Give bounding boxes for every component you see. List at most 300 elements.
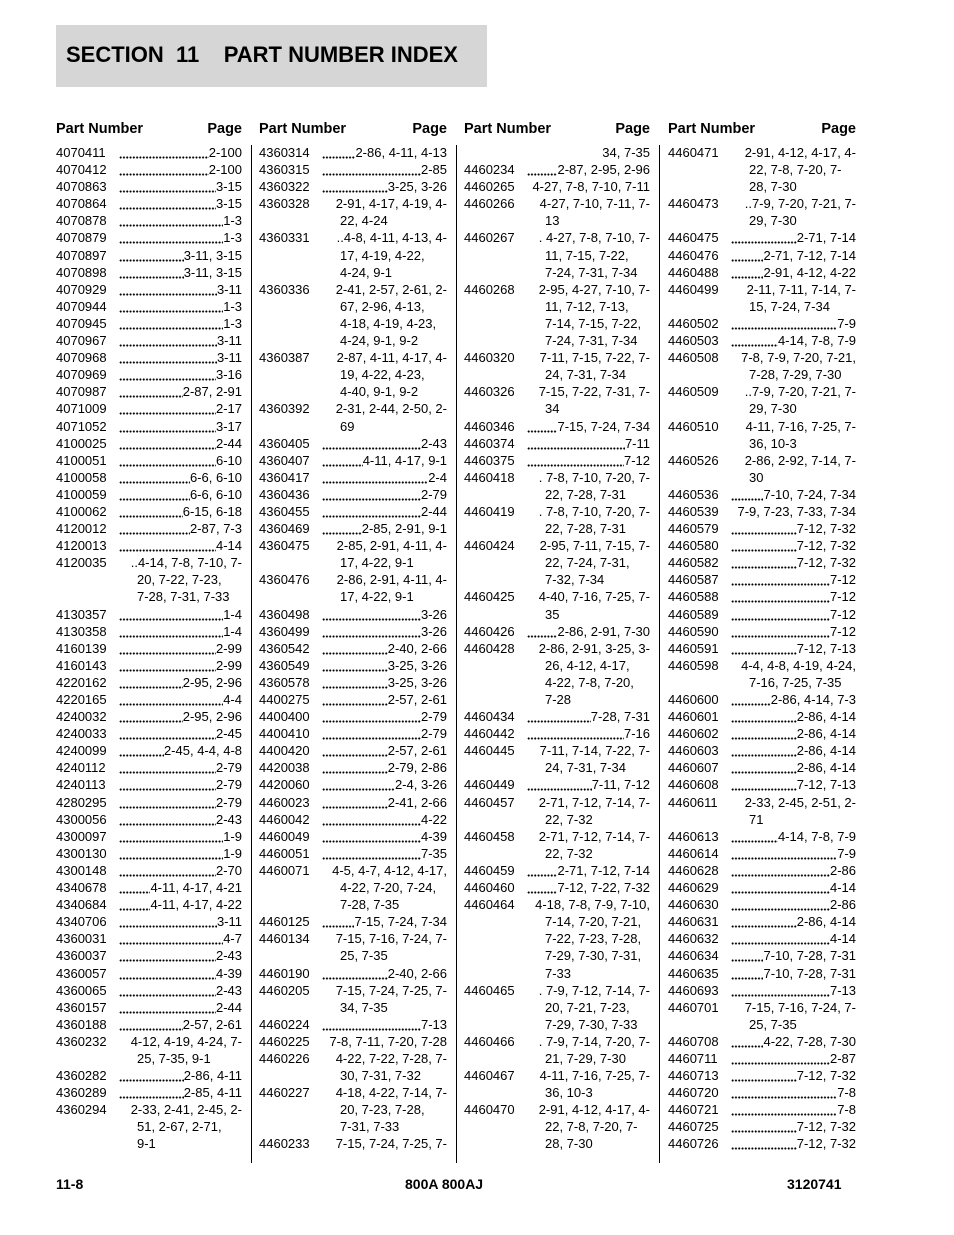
part-number: 4360031 xyxy=(56,931,107,947)
page-refs: 7-13 xyxy=(420,1016,447,1032)
page-refs-leader xyxy=(731,862,856,879)
part-number: 4360188 xyxy=(56,1016,107,1032)
part-number: 4460598 xyxy=(668,657,719,673)
page-refs: 30 xyxy=(749,469,764,485)
page-refs: 2-95, 2-96 xyxy=(182,674,242,690)
part-number: 4130358 xyxy=(56,623,107,639)
part-number: 4070898 xyxy=(56,264,107,280)
index-entry xyxy=(668,1118,856,1135)
index-entry xyxy=(259,640,447,657)
page-refs: 9-1 xyxy=(137,1136,156,1152)
index-entry xyxy=(464,418,650,435)
index-column-4 xyxy=(668,119,856,1153)
part-number: 4460607 xyxy=(668,760,719,776)
page-refs-leader xyxy=(322,742,447,759)
page-refs: 2-79 xyxy=(215,777,242,793)
index-entry-continuation xyxy=(259,264,447,281)
page-refs: 2-71, 7-12, 7-14, 7- xyxy=(538,794,650,810)
part-number xyxy=(668,400,731,417)
index-entry xyxy=(464,742,650,759)
part-number xyxy=(464,1050,527,1067)
page-refs: 7-12, 7-13 xyxy=(796,777,856,793)
index-entry xyxy=(668,1050,856,1067)
page-refs: 3-11 xyxy=(216,914,242,930)
page-refs: 2-87, 2-95, 2-96 xyxy=(557,162,650,178)
index-entry xyxy=(259,520,447,537)
page-refs: 4-14, 7-8, 7-9 xyxy=(777,828,856,844)
page-refs: 7-15, 7-24, 7-34 xyxy=(354,914,447,930)
index-entry xyxy=(668,896,856,913)
index-entry xyxy=(56,965,242,982)
index-entry-continuation xyxy=(259,554,447,571)
page-refs-leader xyxy=(119,811,242,828)
part-number: 4460419 xyxy=(464,503,515,519)
index-entry xyxy=(668,691,856,708)
index-entry xyxy=(464,195,650,212)
page-refs-leader xyxy=(731,776,856,793)
index-entry-continuation xyxy=(259,298,447,315)
part-number: 4460346 xyxy=(464,418,515,434)
part-number: 4120035 xyxy=(56,555,107,571)
index-entry-continuation xyxy=(259,1118,447,1135)
index-entry xyxy=(464,1101,650,1118)
index-entry xyxy=(56,212,242,229)
page-refs: 4-18, 7-8, 7-9, 7-10, xyxy=(535,897,650,913)
page-refs: ..4-14, 7-8, 7-10, 7- xyxy=(130,555,242,571)
page-refs: . 7-9, 7-12, 7-14, 7- xyxy=(538,982,650,998)
part-number: 4460266 xyxy=(464,196,515,212)
page-refs: 2-87, 4-11, 4-17, 4- xyxy=(336,350,447,366)
page-refs-leader xyxy=(119,742,242,759)
part-number: 4460457 xyxy=(464,794,515,810)
part-number xyxy=(259,332,322,349)
page-refs-leader xyxy=(119,435,242,452)
page-refs: 22, 7-24, 7-31, xyxy=(545,555,630,571)
index-entry xyxy=(668,486,856,503)
part-number xyxy=(464,1084,527,1101)
page-refs: 3-25, 3-26 xyxy=(387,674,447,690)
part-number: 4400420 xyxy=(259,743,310,759)
page-refs: 7-12, 7-32 xyxy=(796,521,856,537)
part-number xyxy=(464,264,527,281)
page-refs-leader xyxy=(731,520,856,537)
index-entry xyxy=(259,349,447,366)
part-number: 4070878 xyxy=(56,213,107,229)
page-refs-leader xyxy=(731,1118,856,1135)
page-refs-leader xyxy=(119,298,242,315)
page-refs: 51, 2-67, 2-71, xyxy=(137,1119,222,1135)
index-entry-continuation xyxy=(464,999,650,1016)
page-refs-leader xyxy=(731,537,856,554)
page-refs-leader xyxy=(119,247,242,264)
part-number: 4360037 xyxy=(56,948,107,964)
page-refs-leader xyxy=(322,640,447,657)
page-refs-leader xyxy=(322,759,447,776)
page-refs-leader xyxy=(119,195,242,212)
page-refs-leader xyxy=(322,845,447,862)
page-refs: 7-15, 7-16, 7-24, 7- xyxy=(744,999,856,1015)
index-entry xyxy=(668,537,856,554)
index-entry-continuation xyxy=(259,879,447,896)
page-refs-leader xyxy=(322,469,447,486)
index-entry xyxy=(259,144,447,161)
page-refs: 4-22 xyxy=(420,811,447,827)
part-number: 4400400 xyxy=(259,709,310,725)
part-number: 4460267 xyxy=(464,230,515,246)
page-refs: 2-85, 2-91, 4-11, 4- xyxy=(336,538,447,554)
page-refs-leader xyxy=(731,947,856,964)
index-entry xyxy=(668,913,856,930)
index-entry xyxy=(56,794,242,811)
page-refs: 7-15, 7-22, 7-31, 7- xyxy=(538,384,650,400)
index-entry xyxy=(464,1067,650,1084)
index-entry xyxy=(464,452,650,469)
page-refs: 4-11, 4-17, 4-21 xyxy=(150,880,242,896)
part-number xyxy=(259,588,322,605)
page-refs: 7-14, 7-20, 7-21, xyxy=(545,914,642,930)
index-entry xyxy=(56,1084,242,1101)
page-refs: 2-86, 4-11 xyxy=(183,1068,242,1084)
page-refs: 67, 2-96, 4-13, xyxy=(340,298,425,314)
part-number: 4460601 xyxy=(668,709,719,725)
page-refs-leader xyxy=(322,674,447,691)
index-entry-continuation xyxy=(464,691,650,708)
index-entry xyxy=(259,674,447,691)
part-number: 4460526 xyxy=(668,452,719,468)
index-entry xyxy=(464,383,650,400)
page-refs: ..7-9, 7-20, 7-21, 7- xyxy=(744,196,856,212)
part-number xyxy=(464,332,527,349)
index-entry xyxy=(259,469,447,486)
page-refs: 7-10, 7-28, 7-31 xyxy=(763,948,856,964)
page-refs-leader xyxy=(731,1067,856,1084)
page-refs-leader xyxy=(527,862,650,879)
part-number xyxy=(464,366,527,383)
index-entry xyxy=(56,554,242,571)
page-refs: 2-99 xyxy=(215,657,242,673)
page-refs: 7-16 xyxy=(623,726,650,742)
page-refs-leader xyxy=(731,828,856,845)
part-number: 4460591 xyxy=(668,640,719,656)
page-refs-leader xyxy=(119,965,242,982)
page-refs: 7-11, 7-12 xyxy=(591,777,650,793)
page-refs: 4-14, 7-8, 7-9 xyxy=(777,333,856,349)
index-entry xyxy=(668,982,856,999)
page-refs-leader xyxy=(322,725,447,742)
index-entry xyxy=(56,469,242,486)
page-refs: 2-71, 7-14 xyxy=(796,230,856,246)
page-refs: 7-12, 7-32 xyxy=(796,538,856,554)
part-number: 4460445 xyxy=(464,743,515,759)
index-entry xyxy=(668,554,856,571)
part-number xyxy=(259,1118,322,1135)
part-number: 4460442 xyxy=(464,726,515,742)
index-entry xyxy=(464,144,650,161)
page-refs-leader xyxy=(731,708,856,725)
index-entry xyxy=(464,776,650,793)
page-refs: 2-100 xyxy=(208,162,242,178)
part-number: 4070929 xyxy=(56,281,107,297)
index-entry-continuation xyxy=(668,212,856,229)
page-refs: 3-11, 3-15 xyxy=(183,247,242,263)
part-number xyxy=(259,999,322,1016)
page-refs-leader xyxy=(119,845,242,862)
index-entry xyxy=(464,537,650,554)
index-entry-continuation xyxy=(464,606,650,623)
page-refs-leader xyxy=(119,708,242,725)
index-entry xyxy=(56,144,242,161)
page-refs-leader xyxy=(119,862,242,879)
index-entry xyxy=(259,794,447,811)
part-number: 4240113 xyxy=(56,777,106,793)
page-refs: 2-86, 4-14, 7-3 xyxy=(770,692,856,707)
part-number: 4460467 xyxy=(464,1068,515,1084)
part-number xyxy=(464,144,527,161)
page-refs: 2-33, 2-41, 2-45, 2- xyxy=(130,1102,242,1118)
page-refs: 2-45, 4-4, 4-8 xyxy=(163,743,242,759)
index-entry xyxy=(668,349,856,366)
page-refs: 7-9 xyxy=(837,315,856,331)
part-number: 4360322 xyxy=(259,179,310,195)
index-column-2 xyxy=(259,119,447,1153)
page-refs-leader xyxy=(731,913,856,930)
page-refs-leader xyxy=(731,229,856,246)
index-entry xyxy=(56,332,242,349)
index-entry xyxy=(464,640,650,657)
page-refs: 2-95, 2-96 xyxy=(182,709,242,725)
index-entry xyxy=(259,400,447,417)
page-refs: 2-86, 4-11, 4-13 xyxy=(355,145,447,160)
index-entry-continuation xyxy=(259,212,447,229)
page-refs: 2-45 xyxy=(215,726,242,742)
part-number xyxy=(464,571,527,588)
index-entry xyxy=(668,657,856,674)
page-refs-leader xyxy=(731,845,856,862)
part-number xyxy=(464,999,527,1016)
index-entry-continuation xyxy=(668,161,856,178)
page-refs-leader xyxy=(119,725,242,742)
index-entry xyxy=(464,879,650,896)
index-entry xyxy=(668,640,856,657)
index-entry xyxy=(56,418,242,435)
page-refs: 3-11, 3-15 xyxy=(183,264,242,280)
header-page: Page xyxy=(207,121,242,137)
footer-doc-number: 3120741 xyxy=(787,1176,842,1192)
page-refs-leader xyxy=(119,828,242,845)
part-number: 4360417 xyxy=(259,469,310,485)
page-refs: 2-87 xyxy=(829,1050,856,1066)
page-refs: 22, 7-8, 7-20, 7- xyxy=(749,162,842,178)
index-entry xyxy=(668,247,856,264)
column-header xyxy=(464,119,650,144)
part-number xyxy=(464,298,527,315)
part-number xyxy=(464,606,527,623)
page-refs: 19, 4-22, 4-23, xyxy=(340,367,425,383)
index-entry xyxy=(668,776,856,793)
page-refs: 2-40, 2-66 xyxy=(387,965,447,981)
part-number xyxy=(668,366,731,383)
page-refs: 7-15, 7-24, 7-25, 7- xyxy=(335,982,447,998)
page-refs: 7-8, 7-9, 7-20, 7-21, xyxy=(741,350,856,366)
page-refs-leader xyxy=(119,913,242,930)
part-number: 4360336 xyxy=(259,281,310,297)
part-number: 4360387 xyxy=(259,350,310,366)
part-number: 4360499 xyxy=(259,623,310,639)
page-refs-leader xyxy=(731,588,856,605)
page-refs: 34, 7-35 xyxy=(340,999,388,1015)
index-entry-continuation xyxy=(464,965,650,982)
page-refs-leader xyxy=(731,742,856,759)
page-refs: 2-91, 4-17, 4-19, 4- xyxy=(335,196,447,212)
part-number: 4460720 xyxy=(668,1085,719,1101)
page-refs: 30, 7-31, 7-32 xyxy=(340,1068,421,1084)
index-entry-continuation xyxy=(464,247,650,264)
page-refs: 2-79 xyxy=(215,760,242,776)
page-refs: 34, 7-35 xyxy=(602,145,650,160)
part-number: 4460499 xyxy=(668,281,719,297)
part-number xyxy=(464,1135,527,1152)
page-refs: 4-22, 7-8, 7-20, xyxy=(545,674,634,690)
index-entry xyxy=(668,144,856,161)
index-entry xyxy=(259,828,447,845)
index-column-1 xyxy=(56,119,242,1153)
part-number xyxy=(668,1016,731,1033)
page-refs: 2-4, 3-26 xyxy=(394,777,447,793)
index-entry xyxy=(56,178,242,195)
page-refs: 4-24, 9-1, 9-2 xyxy=(340,333,419,349)
part-number: 4360578 xyxy=(259,674,310,690)
index-entry xyxy=(464,503,650,520)
page-refs: 4-14 xyxy=(829,880,856,896)
page-refs: 2-91, 4-12, 4-17, 4- xyxy=(744,145,856,160)
page-refs: 2-44 xyxy=(215,435,242,451)
index-entry xyxy=(668,725,856,742)
page-refs: 1-4 xyxy=(223,623,242,639)
index-entry xyxy=(668,332,856,349)
page-refs: 7-16, 7-25, 7-35 xyxy=(749,674,842,690)
part-number: 4460488 xyxy=(668,264,719,280)
page-refs: 7-29, 7-30, 7-31, xyxy=(545,948,642,964)
part-number: 4460629 xyxy=(668,880,719,896)
part-number: 4460611 xyxy=(668,794,718,810)
part-number xyxy=(259,212,322,229)
part-number xyxy=(464,845,527,862)
index-entry-continuation xyxy=(56,1135,242,1152)
index-entry-continuation xyxy=(464,315,650,332)
index-entry xyxy=(259,862,447,879)
page-refs-leader xyxy=(119,315,242,332)
page-refs: 21, 7-29, 7-30 xyxy=(545,1050,626,1066)
page-refs-leader xyxy=(322,178,447,195)
page-refs: 22, 7-32 xyxy=(545,845,593,861)
page-refs-leader xyxy=(119,383,242,400)
column-divider xyxy=(456,145,457,1163)
part-number: 4360314 xyxy=(259,145,310,160)
page-refs: 1-4 xyxy=(223,606,242,622)
page-refs-leader xyxy=(731,691,856,708)
index-entry xyxy=(668,708,856,725)
page-refs: 7-12 xyxy=(829,589,856,605)
part-number: 4460268 xyxy=(464,281,515,297)
part-number: 4460634 xyxy=(668,948,719,964)
page-refs-leader xyxy=(119,1016,242,1033)
index-entry xyxy=(259,486,447,503)
part-number: 4360315 xyxy=(259,162,310,178)
index-entry-continuation xyxy=(668,435,856,452)
index-entry xyxy=(56,879,242,896)
page-refs: 22, 4-24 xyxy=(340,213,388,229)
part-number: 4460510 xyxy=(668,418,719,434)
part-number: 4460603 xyxy=(668,743,719,759)
page-refs: 7-33 xyxy=(545,965,572,981)
part-number: 4100058 xyxy=(56,469,107,485)
page-refs: 15, 7-24, 7-34 xyxy=(749,298,830,314)
page-refs: 2-43 xyxy=(215,948,242,964)
page-refs-leader xyxy=(731,247,856,264)
page-refs: 2-43 xyxy=(420,435,447,451)
page-refs: 2-57, 2-61 xyxy=(387,692,447,707)
page-refs: 7-8, 7-11, 7-20, 7-28 xyxy=(329,1033,447,1049)
part-number xyxy=(259,298,322,315)
index-entry xyxy=(56,1016,242,1033)
page-refs: 29, 7-30 xyxy=(749,213,797,229)
index-entry xyxy=(56,930,242,947)
part-number: 4100025 xyxy=(56,435,107,451)
footer-model: 800A 800AJ xyxy=(405,1176,484,1192)
page-refs-leader xyxy=(119,503,242,520)
index-entry xyxy=(259,708,447,725)
part-number: 4340678 xyxy=(56,880,107,896)
part-number xyxy=(464,759,527,776)
part-number xyxy=(464,1118,527,1135)
part-number: 4460227 xyxy=(259,1085,310,1101)
part-number: 4340684 xyxy=(56,897,107,913)
page-refs: 2-4 xyxy=(428,469,447,485)
page-refs: 2-11, 7-11, 7-14, 7- xyxy=(746,281,856,297)
index-entry xyxy=(259,503,447,520)
part-number: 4460536 xyxy=(668,486,719,502)
page-refs: . 7-9, 7-14, 7-20, 7- xyxy=(538,1033,650,1049)
part-number: 4460579 xyxy=(668,521,719,537)
page-refs-leader xyxy=(119,1084,242,1101)
page-refs: 2-86, 4-14 xyxy=(796,743,856,759)
part-number: 4070411 xyxy=(56,145,106,160)
index-entry xyxy=(259,913,447,930)
page-refs-leader xyxy=(731,1050,856,1067)
part-number: 4460226 xyxy=(259,1050,310,1066)
page-refs-leader xyxy=(119,999,242,1016)
page-refs: 17, 4-19, 4-22, xyxy=(340,247,425,263)
part-number: 4360542 xyxy=(259,640,310,656)
page-refs-leader xyxy=(322,811,447,828)
page-refs: 4-40, 9-1, 9-2 xyxy=(340,384,419,400)
page-refs: 4-11, 7-16, 7-25, 7- xyxy=(745,418,856,434)
page-refs: 7-8 xyxy=(837,1085,856,1101)
page-refs-leader xyxy=(119,896,242,913)
part-number xyxy=(56,1118,119,1135)
page-refs: 22, 7-8, 7-20, 7- xyxy=(545,1119,638,1135)
index-entry xyxy=(56,999,242,1016)
page-refs-leader xyxy=(731,606,856,623)
header-part-number: Part Number xyxy=(56,121,144,137)
index-entry xyxy=(464,828,650,845)
index-entry xyxy=(668,452,856,469)
column-header xyxy=(259,119,447,144)
index-entry xyxy=(668,1084,856,1101)
index-entry xyxy=(668,1033,856,1050)
page-refs-leader xyxy=(731,725,856,742)
page-refs-leader xyxy=(322,691,447,708)
